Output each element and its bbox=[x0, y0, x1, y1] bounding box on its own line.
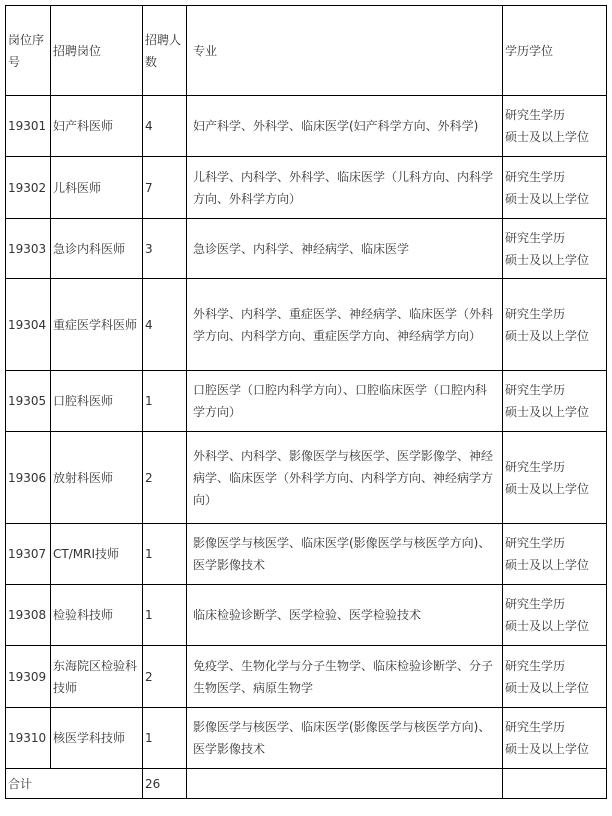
degree-cell bbox=[503, 371, 607, 432]
headcount-cell: 1 bbox=[143, 708, 187, 769]
degree-line: 研究生学历 bbox=[505, 536, 566, 550]
position-id-cell: 19306 bbox=[6, 432, 51, 524]
degree-line: 研究生学历 bbox=[505, 459, 566, 474]
position-id-cell: 19307 bbox=[6, 524, 51, 585]
degree-line: 硕士及以上学位 bbox=[505, 481, 590, 496]
total-count-cell: 26 bbox=[143, 769, 187, 799]
degree-line: 研究生学历 bbox=[505, 108, 566, 122]
degree-line: 研究生学历 bbox=[505, 306, 566, 321]
position-name-cell: CT/MRI技师 bbox=[51, 524, 143, 585]
headcount-cell: 2 bbox=[143, 646, 187, 708]
degree-line: 硕士及以上学位 bbox=[505, 130, 590, 144]
degree-cell bbox=[503, 708, 607, 769]
header-degree: 学历学位 bbox=[503, 6, 607, 96]
major-cell: 儿科学、内科学、外科学、临床医学（儿科方向、内科学方向、外科学方向） bbox=[187, 157, 503, 219]
position-id-cell: 19308 bbox=[6, 585, 51, 646]
degree-cell bbox=[503, 646, 607, 708]
degree-cell bbox=[503, 524, 607, 585]
major-cell: 影像医学与核医学、临床医学(影像医学与核医学方向)、医学影像技术 bbox=[187, 524, 503, 585]
degree-line: 研究生学历 bbox=[505, 169, 566, 184]
major-cell: 口腔医学（口腔内科学方向）、口腔临床医学（口腔内科学方向） bbox=[187, 371, 503, 432]
table-row bbox=[6, 432, 607, 524]
position-id-cell: 19310 bbox=[6, 708, 51, 769]
degree-cell bbox=[503, 432, 607, 524]
degree-line: 研究生学历 bbox=[505, 597, 566, 611]
position-name-cell: 检验科技师 bbox=[51, 585, 143, 646]
degree-line: 硕士及以上学位 bbox=[505, 328, 590, 343]
major-cell: 外科学、内科学、影像医学与核医学、医学影像学、神经病学、临床医学（外科学方向、内科学方向、神经病学方向） bbox=[187, 432, 503, 524]
degree-cell bbox=[503, 219, 607, 279]
position-name-cell: 口腔科医师 bbox=[51, 371, 143, 432]
degree-cell bbox=[503, 157, 607, 219]
position-name-cell: 核医学科技师 bbox=[51, 708, 143, 769]
headcount-cell: 1 bbox=[143, 524, 187, 585]
table-row bbox=[6, 524, 607, 585]
degree-line: 硕士及以上学位 bbox=[505, 680, 590, 695]
header-position-name: 招聘岗位 bbox=[51, 6, 143, 96]
headcount-cell: 4 bbox=[143, 279, 187, 371]
major-cell: 急诊医学、内科学、神经病学、临床医学 bbox=[187, 219, 503, 279]
table-row bbox=[6, 708, 607, 769]
major-cell: 影像医学与核医学、临床医学(影像医学与核医学方向)、医学影像技术 bbox=[187, 708, 503, 769]
total-row bbox=[6, 769, 607, 799]
degree-line: 硕士及以上学位 bbox=[505, 742, 590, 756]
recruitment-table bbox=[5, 5, 607, 799]
headcount-cell: 3 bbox=[143, 219, 187, 279]
position-name-cell: 急诊内科医师 bbox=[51, 219, 143, 279]
degree-line: 研究生学历 bbox=[505, 658, 566, 673]
position-id-cell: 19301 bbox=[6, 96, 51, 157]
headcount-cell: 1 bbox=[143, 371, 187, 432]
table-row bbox=[6, 646, 607, 708]
position-name-cell: 妇产科医师 bbox=[51, 96, 143, 157]
degree-line: 研究生学历 bbox=[505, 720, 566, 734]
total-label-cell: 合计 bbox=[6, 769, 143, 799]
degree-line: 硕士及以上学位 bbox=[505, 619, 590, 633]
table-row bbox=[6, 279, 607, 371]
position-id-cell: 19305 bbox=[6, 371, 51, 432]
header-headcount: 招聘人数 bbox=[143, 6, 187, 96]
table-row bbox=[6, 96, 607, 157]
degree-cell bbox=[503, 279, 607, 371]
degree-cell bbox=[503, 585, 607, 646]
major-cell: 外科学、内科学、重症医学、神经病学、临床医学（外科学方向、内科学方向、重症医学方向、神经病学方向） bbox=[187, 279, 503, 371]
table-row bbox=[6, 157, 607, 219]
degree-line: 硕士及以上学位 bbox=[505, 405, 590, 419]
position-name-cell: 放射科医师 bbox=[51, 432, 143, 524]
position-id-cell: 19309 bbox=[6, 646, 51, 708]
headcount-cell: 1 bbox=[143, 585, 187, 646]
degree-line: 硕士及以上学位 bbox=[505, 191, 590, 206]
major-cell: 免疫学、生物化学与分子生物学、临床检验诊断学、分子生物医学、病原生物学 bbox=[187, 646, 503, 708]
degree-line: 研究生学历 bbox=[505, 230, 566, 245]
recruitment-table-container bbox=[5, 5, 607, 799]
headcount-cell: 7 bbox=[143, 157, 187, 219]
position-id-cell: 19302 bbox=[6, 157, 51, 219]
degree-cell bbox=[503, 96, 607, 157]
empty-cell bbox=[187, 769, 503, 799]
headcount-cell: 4 bbox=[143, 96, 187, 157]
degree-line: 研究生学历 bbox=[505, 383, 566, 397]
degree-line: 硕士及以上学位 bbox=[505, 252, 590, 267]
table-header-row bbox=[6, 6, 607, 96]
position-name-cell: 重症医学科医师 bbox=[51, 279, 143, 371]
headcount-cell: 2 bbox=[143, 432, 187, 524]
header-position-id: 岗位序号 bbox=[6, 6, 51, 96]
position-name-cell: 儿科医师 bbox=[51, 157, 143, 219]
empty-cell bbox=[503, 769, 607, 799]
table-row bbox=[6, 371, 607, 432]
header-major: 专业 bbox=[187, 6, 503, 96]
table-row bbox=[6, 219, 607, 279]
table-row bbox=[6, 585, 607, 646]
degree-line: 硕士及以上学位 bbox=[505, 558, 590, 572]
position-id-cell: 19303 bbox=[6, 219, 51, 279]
major-cell: 妇产科学、外科学、临床医学(妇产科学方向、外科学) bbox=[187, 96, 503, 157]
major-cell: 临床检验诊断学、医学检验、医学检验技术 bbox=[187, 585, 503, 646]
position-id-cell: 19304 bbox=[6, 279, 51, 371]
position-name-cell: 东海院区检验科技师 bbox=[51, 646, 143, 708]
